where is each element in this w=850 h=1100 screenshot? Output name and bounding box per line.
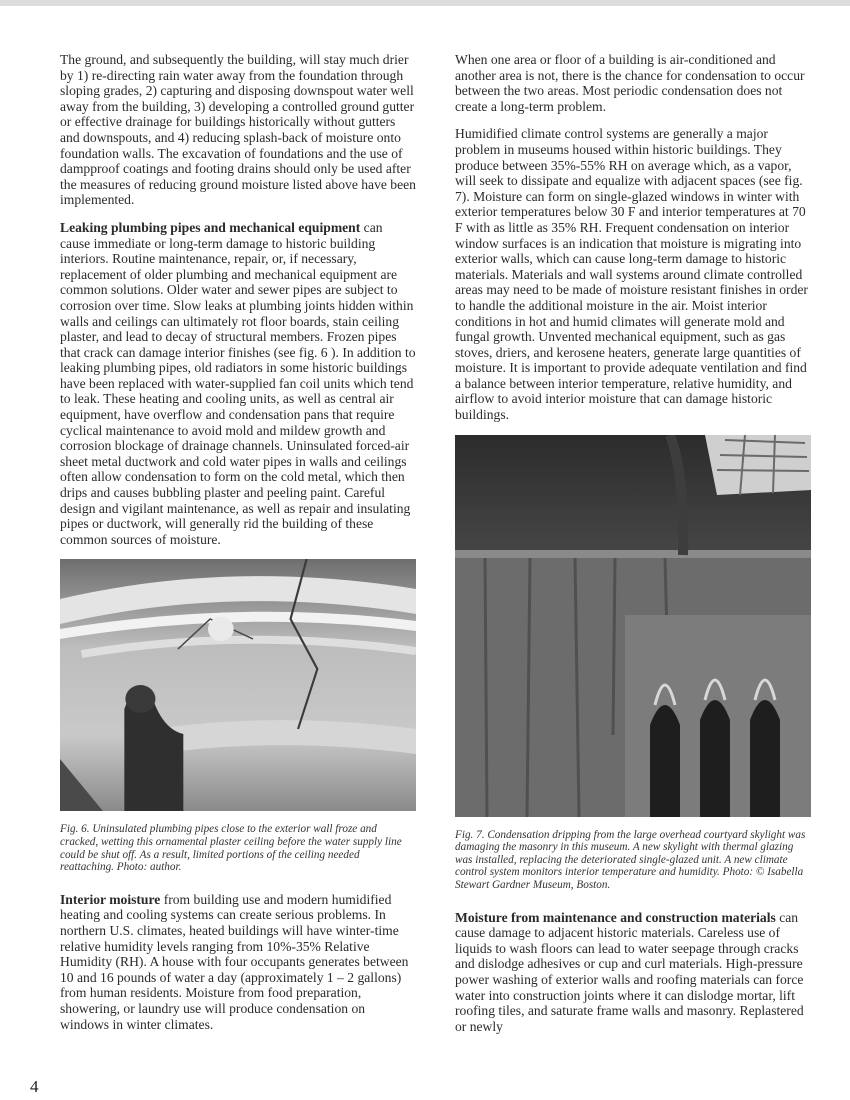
paragraph-ground-moisture: The ground, and subsequently the building, will stay much drier by 1) re-directing rain water away from the foundation through sloping grades, 2) capturing and disposing downspout water well away from the building, 3) developing a controlled ground gutter or effective drainage for buildings historically without gutters and downspouts, and 4) reducing splash-back of moisture onto foundation walls. The excavation of foundations and the use of dampproof coatings and footing drains should only be used after the measures of reducing ground moisture listed above have been implemented.	[60, 52, 416, 208]
fig7-photo-skylight	[455, 435, 811, 817]
right-column	[455, 52, 811, 1046]
paragraph-maintenance-moisture-body: can cause damage to adjacent historic materials. Careless use of liquids to wash floors can lead to water seepage through cracks and dislodge adhesives or cup and curl materials. High-pressure power washing of exterior walls and roofing materials can force water into construction joints where it can dislodge mortar, lift roofing tiles, and saturate frame walls and masonry. Replastered or newly	[455, 909, 804, 1034]
fig7-caption: Fig. 7. Condensation dripping from the large overhead courtyard skylight was damaging the masonry in this museum. A new skylight with thermal glazing was installed, replacing the deteriorated single-glazed unit. A new climate control system monitors interior temperature and humidity. Photo: © Isabella Stewart Gardner Museum, Boston.	[455, 828, 806, 892]
paragraph-air-conditioning: When one area or floor of a building is air-conditioned and another area is not, there is the chance for condensation to occur between the two areas. Most periodic condensation does not create a long-term problem.	[455, 52, 805, 114]
paragraph-interior-moisture	[60, 892, 416, 1032]
paragraph-humidified-systems: Humidified climate control systems are generally a major problem in museums housed within historic buildings. They produce between 35%-55% RH on average which, as a vapor, will seek to dissipate and equalize with adjacent spaces (see fig. 7). Moisture can form on single-glazed windows in winter with exterior temperatures below 30 F and interior temperatures at 70 F with as little as 35% RH. Frequent condensation on interior window surfaces is an indication that moisture is migrating into exterior walls, which can cause long-term damage to historic materials. Materials and wall systems around climate controlled areas may need to be made of moisture resistant finishes in order to handle the additional moisture in the air. Moist interior conditions in hot and humid climates will generate mold and fungal growth. Unvented mechanical equipment, such as gas stoves, driers, and kerosene heaters, generate large quantities of moisture. It is important to provide adequate ventilation and find a balance between interior temperature, relative humidity, and airflow to avoid interior moisture that can damage historic buildings.	[455, 126, 808, 423]
left-column	[60, 52, 416, 1044]
paragraph-plumbing	[60, 220, 416, 547]
fig6-photo-ceiling	[60, 559, 416, 811]
page-top-edge	[0, 0, 850, 6]
page-number: 4	[30, 1077, 39, 1096]
heading-interior-moisture: Interior moisture	[60, 891, 161, 907]
fig6-caption: Fig. 6. Uninsulated plumbing pipes close to the exterior wall froze and cracked, wetting this ornamental plaster ceiling before the water supply line could be shut off. As a result, limited portions of the ceiling needed reattaching. Photo: author.	[60, 823, 402, 874]
heading-maintenance-moisture: Moisture from maintenance and construction materials	[455, 909, 776, 925]
paragraph-interior-moisture-body: from building use and modern humidified heating and cooling systems can create serious problems. In northern U.S. climates, heated buildings will have winter-time relative humidity levels ranging from 10%-35% Relative Humidity (RH). A house with four occupants generates between 10 and 16 pounds of water a day (approximately 1 – 2 gallons) from human residents. Moisture from food preparation, showering, or laundry use will produce condensation on windows in winter climates.	[60, 891, 409, 1032]
paragraph-plumbing-body: can cause immediate or long-term damage to historic building interiors. Routine maintenance, repair, or, if necessary, replacement of older plumbing and mechanical equipment are common solutions. Older water and sewer pipes are subject to corrosion over time. Slow leaks at plumbing joints hidden within walls and ceilings can ultimately rot floor boards, stain ceiling plaster, and lead to decay of structural members. Frozen pipes that crack can damage interior finishes (see fig. 6 ). In addition to leaking plumbing pipes, old radiators in some historic buildings have been replaced with water-supplied fan coil units which tend to leak. These heating and cooling units, as well as central air equipment, have overflow and condensation pans that require cyclical maintenance to avoid mold and mildew growth and corrosion blockage of drainage channels. Uninsulated forced-air sheet metal ductwork and cold water pipes in walls and ceilings often allow condensation to form on the cold metal, which then drips and causes bubbling plaster and peeling paint. Careful design and vigilant maintenance, as well as repair and insulating pipes or ductwork, will generally rid the building of these common sources of moisture.	[60, 219, 416, 547]
paragraph-maintenance-moisture	[455, 910, 811, 1035]
heading-leaking-plumbing: Leaking plumbing pipes and mechanical equipment	[60, 219, 361, 235]
